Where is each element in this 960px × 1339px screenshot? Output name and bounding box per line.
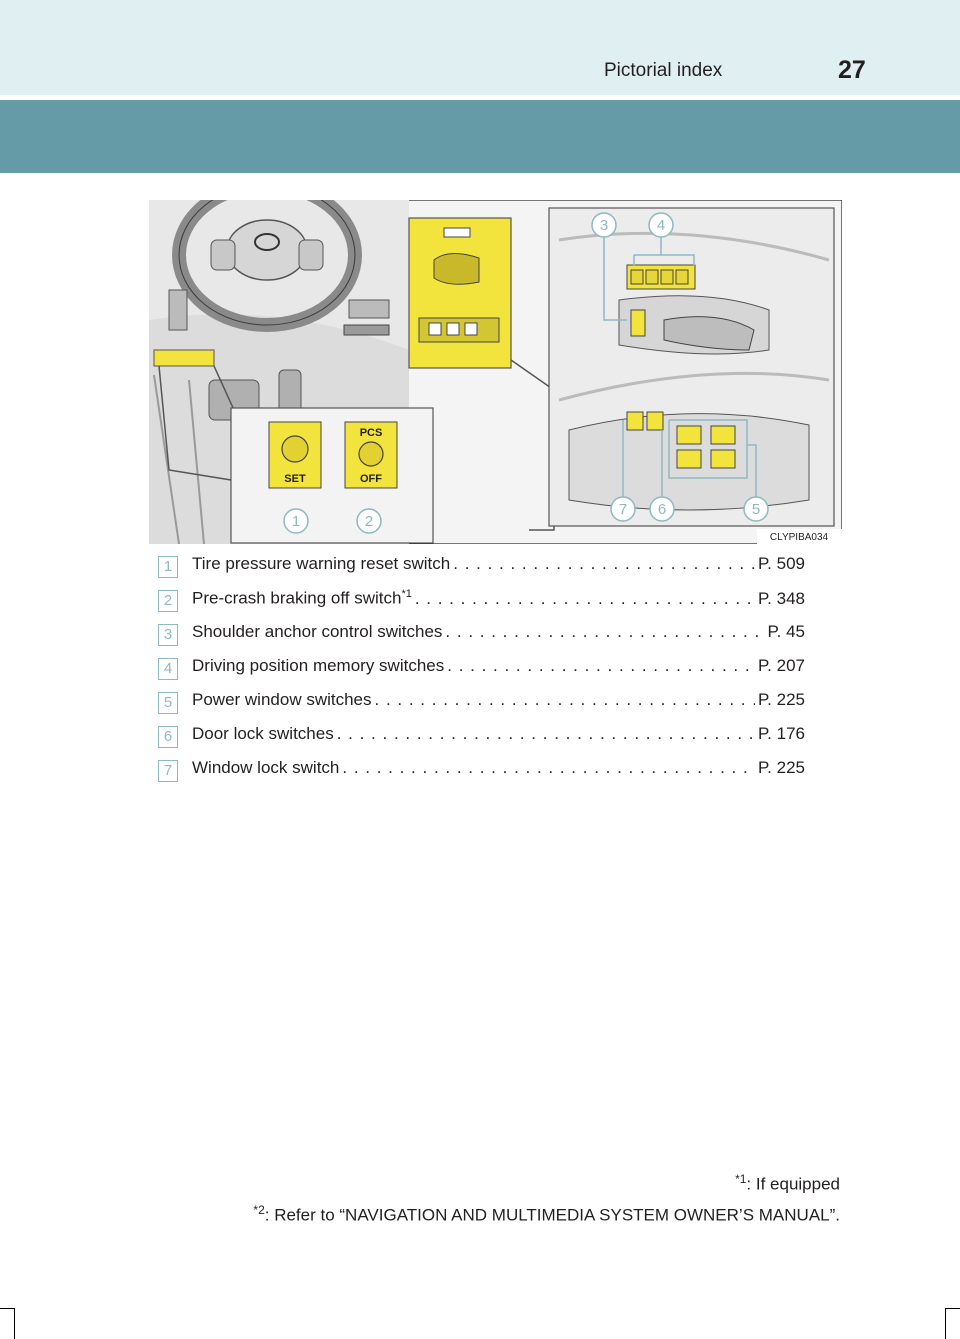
- footnote-text: : If equipped: [746, 1174, 840, 1194]
- footnote-ref: *1: [401, 588, 412, 600]
- leader-dots: [337, 724, 755, 744]
- page-reference-link[interactable]: P. 225: [758, 758, 805, 777]
- crop-mark: [14, 1308, 15, 1339]
- interior-illustration: [149, 200, 842, 544]
- list-item: [155, 618, 805, 652]
- list-item: [155, 754, 805, 788]
- list-item: [155, 652, 805, 686]
- item-label: Door lock switches: [192, 724, 334, 743]
- leader-dots: [342, 758, 755, 778]
- callout-7: 7: [618, 501, 628, 518]
- page-number: 27: [838, 56, 866, 84]
- index-list: [155, 550, 805, 788]
- footnote-mark: *1: [735, 1172, 747, 1186]
- crop-mark: [946, 1308, 960, 1309]
- leader-dots: [447, 656, 755, 676]
- item-number: 7: [158, 760, 178, 782]
- callout-5: 5: [751, 501, 761, 518]
- page-header: [0, 0, 960, 95]
- footnote-text: : Refer to “NAVIGATION AND MULTIMEDIA SYSTEM OWNER’S MANUAL”.: [264, 1205, 840, 1225]
- list-item: [155, 720, 805, 754]
- page-reference-link[interactable]: P. 225: [758, 690, 805, 709]
- footnote: [253, 1203, 840, 1226]
- leader-dots: [375, 690, 756, 710]
- leader-dots: [445, 622, 764, 642]
- callout-1: 1: [291, 513, 301, 530]
- header-band: [0, 100, 960, 173]
- page-reference-link[interactable]: P. 348: [758, 588, 805, 608]
- list-item: [155, 550, 805, 584]
- page-reference-link[interactable]: P. 509: [758, 554, 805, 573]
- item-label: Power window switches: [192, 690, 372, 709]
- page-reference-link[interactable]: P. 45: [767, 622, 805, 641]
- pcs-button-label: PCS: [359, 427, 383, 439]
- item-number: 4: [158, 658, 178, 680]
- footnote-mark: *2: [253, 1203, 265, 1217]
- item-number: 5: [158, 692, 178, 714]
- section-title: Pictorial index: [604, 60, 723, 81]
- list-item: [155, 686, 805, 720]
- leader-dots: [453, 554, 755, 574]
- set-button-label: SET: [284, 473, 306, 485]
- item-number: 2: [158, 590, 178, 612]
- item-number: 3: [158, 624, 178, 646]
- item-number: 1: [158, 556, 178, 578]
- off-button-label: OFF: [360, 473, 382, 485]
- crop-mark: [0, 1308, 14, 1309]
- item-label: Shoulder anchor control switches: [192, 622, 443, 641]
- page-reference-link[interactable]: P. 207: [758, 656, 805, 675]
- item-label: Window lock switch: [192, 758, 340, 777]
- item-label: Driving position memory switches: [192, 656, 445, 675]
- crop-mark: [945, 1308, 946, 1339]
- footnote: [735, 1172, 840, 1195]
- list-item: [155, 584, 805, 618]
- callout-4: 4: [656, 217, 666, 234]
- leader-dots: [415, 589, 755, 609]
- callout-3: 3: [599, 217, 609, 234]
- item-number: 6: [158, 726, 178, 748]
- figure-code: CLYPIBA034: [769, 532, 829, 543]
- page-reference-link[interactable]: P. 176: [758, 724, 805, 743]
- callout-6: 6: [657, 501, 667, 518]
- item-label: Tire pressure warning reset switch: [192, 554, 451, 573]
- callout-2: 2: [364, 513, 374, 530]
- item-label: Pre-crash braking off switch: [192, 588, 402, 608]
